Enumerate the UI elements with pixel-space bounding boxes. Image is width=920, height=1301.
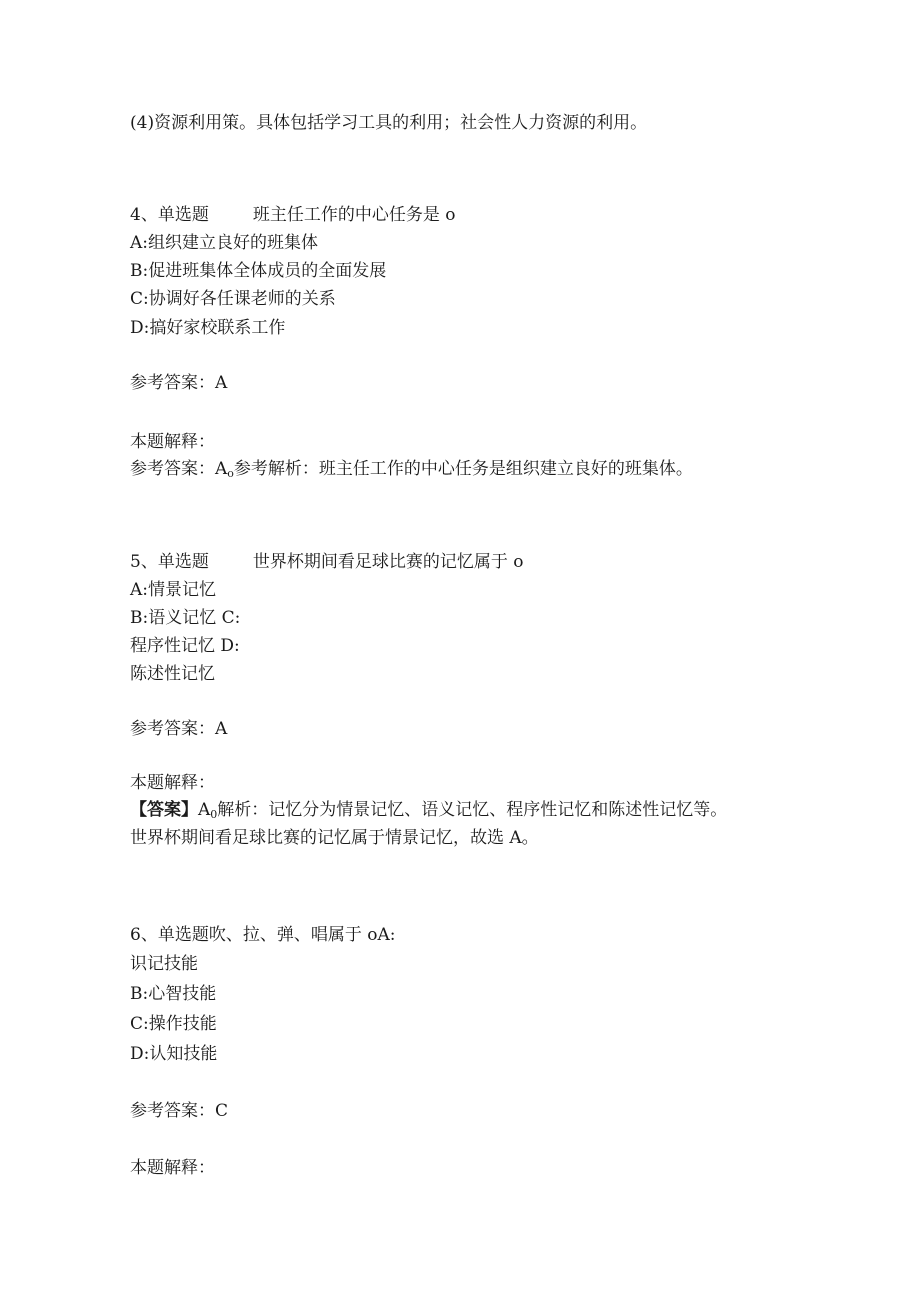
question-5-header xyxy=(130,550,523,574)
option-d: D:搞好家校联系工作 xyxy=(130,318,286,338)
question-stem: 世界杯期间看足球比赛的记忆属于 o xyxy=(252,552,524,572)
explanation-rest: 解析：记忆分为情景记忆、语义记忆、程序性记忆和陈述性记忆等。 xyxy=(217,800,728,820)
option-b: B:心智技能 xyxy=(130,984,217,1004)
question-stem: 班主任工作的中心任务是 o xyxy=(252,205,456,225)
question-6-header: 6、单选题吹、拉、弹、唱属于 oA: xyxy=(130,925,396,945)
option-c: C:操作技能 xyxy=(130,1014,217,1034)
question-number: 4、 xyxy=(130,205,158,225)
answer-line xyxy=(130,371,227,395)
answer-bracket: 【答案】 xyxy=(130,800,198,820)
question-type: 单选题 xyxy=(157,552,209,572)
answer-label: 参考答案： xyxy=(130,1101,215,1121)
question-number: 5、 xyxy=(130,552,158,572)
explain-label: 本题解释： xyxy=(130,773,215,793)
answer-label: 参考答案： xyxy=(130,373,215,393)
option-b: B:促进班集体全体成员的全面发展 xyxy=(130,261,387,281)
explanation-subscript: o xyxy=(227,467,234,480)
explanation-text xyxy=(130,457,693,486)
explanation-subscript: 0 xyxy=(210,808,218,821)
option-a: A:组织建立良好的班集体 xyxy=(130,233,319,253)
explanation-text xyxy=(130,798,727,827)
explanation-prefix: 参考答案：A xyxy=(130,459,228,479)
question-type: 单选题 xyxy=(157,205,209,225)
explanation-rest: 参考解析：班主任工作的中心任务是组织建立良好的班集体。 xyxy=(233,459,693,479)
option-c: C:协调好各任课老师的关系 xyxy=(130,289,336,309)
answer-label: 参考答案： xyxy=(130,719,215,739)
option-d: D:认知技能 xyxy=(130,1044,218,1064)
explanation-prefix: A xyxy=(198,800,211,820)
answer-value: C xyxy=(215,1101,229,1121)
answer-value: A xyxy=(215,719,228,739)
option-d: 陈述性记忆 xyxy=(130,664,215,684)
answer-line xyxy=(130,717,227,741)
question-4-header xyxy=(130,203,455,227)
option-a: A:情景记忆 xyxy=(130,580,217,600)
answer-value: A xyxy=(215,373,228,393)
option-b: B:语义记忆 C: xyxy=(130,608,241,628)
explain-label: 本题解释： xyxy=(130,432,215,452)
intro-line: (4)资源利用策。具体包括学习工具的利用；社会性人力资源的利用。 xyxy=(130,113,648,133)
option-a: 识记技能 xyxy=(130,954,198,974)
answer-line xyxy=(130,1099,228,1123)
explanation-text-line2: 世界杯期间看足球比赛的记忆属于情景记忆，故选 A。 xyxy=(130,828,539,848)
explain-label: 本题解释： xyxy=(130,1158,215,1178)
option-c: 程序性记忆 D: xyxy=(130,636,240,656)
